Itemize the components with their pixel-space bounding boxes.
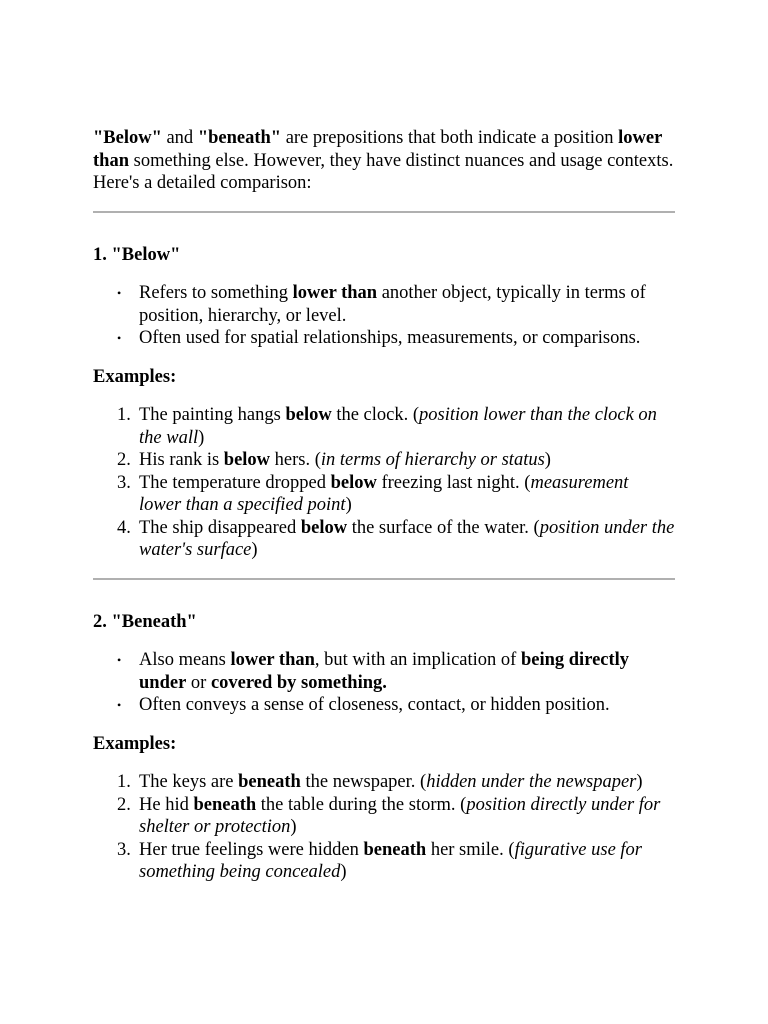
- intro-term-beneath: "beneath": [197, 128, 282, 148]
- list-bold: lower than: [292, 283, 378, 303]
- list-item: [117, 449, 675, 472]
- list-text: ): [345, 495, 352, 515]
- list-bold: below: [300, 517, 348, 538]
- list-number: 1.: [117, 405, 131, 425]
- list-item: [117, 472, 675, 517]
- list-bold: below: [330, 472, 377, 493]
- list-number: 1.: [117, 772, 131, 792]
- list-number: 2.: [117, 450, 131, 470]
- list-text: another object, typically in terms of position, hierarchy, or level.: [139, 283, 646, 326]
- bullet-icon: •: [117, 698, 122, 712]
- list-italic: measurement lower than a specified point: [139, 472, 629, 515]
- divider: [93, 578, 675, 580]
- list-text: The keys are: [139, 772, 239, 792]
- list-item: [117, 694, 675, 717]
- list-text: Her true feelings were hidden: [139, 839, 364, 860]
- list-italic: position directly under for shelter or protection: [139, 794, 661, 837]
- list-text: ): [636, 772, 643, 792]
- list-number: 4.: [117, 517, 131, 538]
- intro-text: something else. However, they have distinct nuances and usage contexts. Here's a detailed comparison:: [93, 150, 674, 193]
- list-item: [117, 282, 675, 327]
- intro-paragraph: [93, 127, 675, 195]
- list-text: the newspaper. (: [300, 772, 427, 792]
- list-number: 2.: [117, 794, 131, 815]
- list-item: [117, 839, 675, 884]
- list-text: ): [198, 427, 205, 448]
- list-text: freezing last night. (: [376, 472, 531, 493]
- list-text: ): [340, 862, 347, 882]
- list-text: Refers to something: [139, 283, 293, 303]
- below-definition-list: [93, 282, 675, 350]
- list-text: He hid: [139, 794, 194, 815]
- list-bold: below: [223, 450, 271, 470]
- list-text: hers. (: [270, 450, 321, 470]
- section-title-beneath: 2. "Beneath": [93, 611, 197, 632]
- list-text: Often used for spatial relationships, measurements, or comparisons.: [139, 328, 641, 348]
- list-bold: lower than: [230, 650, 315, 670]
- list-italic: position lower than the clock on the wall: [139, 405, 657, 448]
- list-item: [117, 404, 675, 449]
- list-bold: beneath: [193, 794, 257, 815]
- list-text: The temperature dropped: [139, 472, 331, 493]
- list-text: the clock. (: [331, 405, 420, 425]
- list-number: 3.: [117, 472, 131, 493]
- list-text: the table during the storm. (: [256, 794, 467, 815]
- list-italic: in terms of hierarchy or status: [320, 450, 545, 470]
- list-item: [117, 517, 675, 562]
- intro-text: and: [161, 128, 198, 148]
- below-examples-list: [93, 404, 675, 562]
- list-item: [117, 794, 675, 839]
- list-item: [117, 771, 675, 794]
- list-bold: beneath: [363, 839, 427, 860]
- bullet-icon: •: [117, 653, 122, 667]
- list-text: her smile. (: [426, 839, 515, 860]
- list-text: The painting hangs: [139, 405, 286, 425]
- list-text: The ship disappeared: [139, 517, 301, 538]
- list-italic: figurative use for something being concealed: [139, 839, 642, 882]
- list-text: ): [251, 540, 258, 560]
- list-text: ): [544, 450, 551, 470]
- list-text: the surface of the water. (: [347, 517, 540, 538]
- list-bold: being directly under: [139, 650, 630, 693]
- list-text: , but with an implication of: [314, 650, 521, 670]
- list-bold: below: [285, 405, 332, 425]
- beneath-examples-list: [93, 771, 675, 884]
- list-item: [117, 327, 675, 350]
- list-italic: hidden under the newspaper: [426, 772, 637, 792]
- intro-term-below: "Below": [93, 128, 162, 148]
- section-title-below: 1. "Below": [93, 244, 181, 265]
- list-text: His rank is: [139, 450, 224, 470]
- divider: [93, 211, 675, 213]
- list-italic: position under the water's surface: [139, 517, 675, 560]
- list-text: Often conveys a sense of closeness, contact, or hidden position.: [139, 695, 610, 715]
- list-text: or: [186, 672, 211, 693]
- examples-label: Examples:: [93, 366, 177, 387]
- intro-term-lower-than: lower than: [93, 128, 662, 171]
- bullet-icon: •: [117, 286, 122, 300]
- list-number: 3.: [117, 839, 131, 860]
- bullet-icon: •: [117, 331, 122, 345]
- intro-text: are prepositions that both indicate a position: [281, 128, 619, 148]
- list-bold: beneath: [238, 772, 301, 792]
- list-item: [117, 649, 675, 694]
- beneath-definition-list: [93, 649, 675, 717]
- list-text: ): [290, 817, 297, 837]
- list-bold: covered by something.: [210, 672, 387, 693]
- examples-label: Examples:: [93, 733, 177, 754]
- list-text: Also means: [139, 650, 231, 670]
